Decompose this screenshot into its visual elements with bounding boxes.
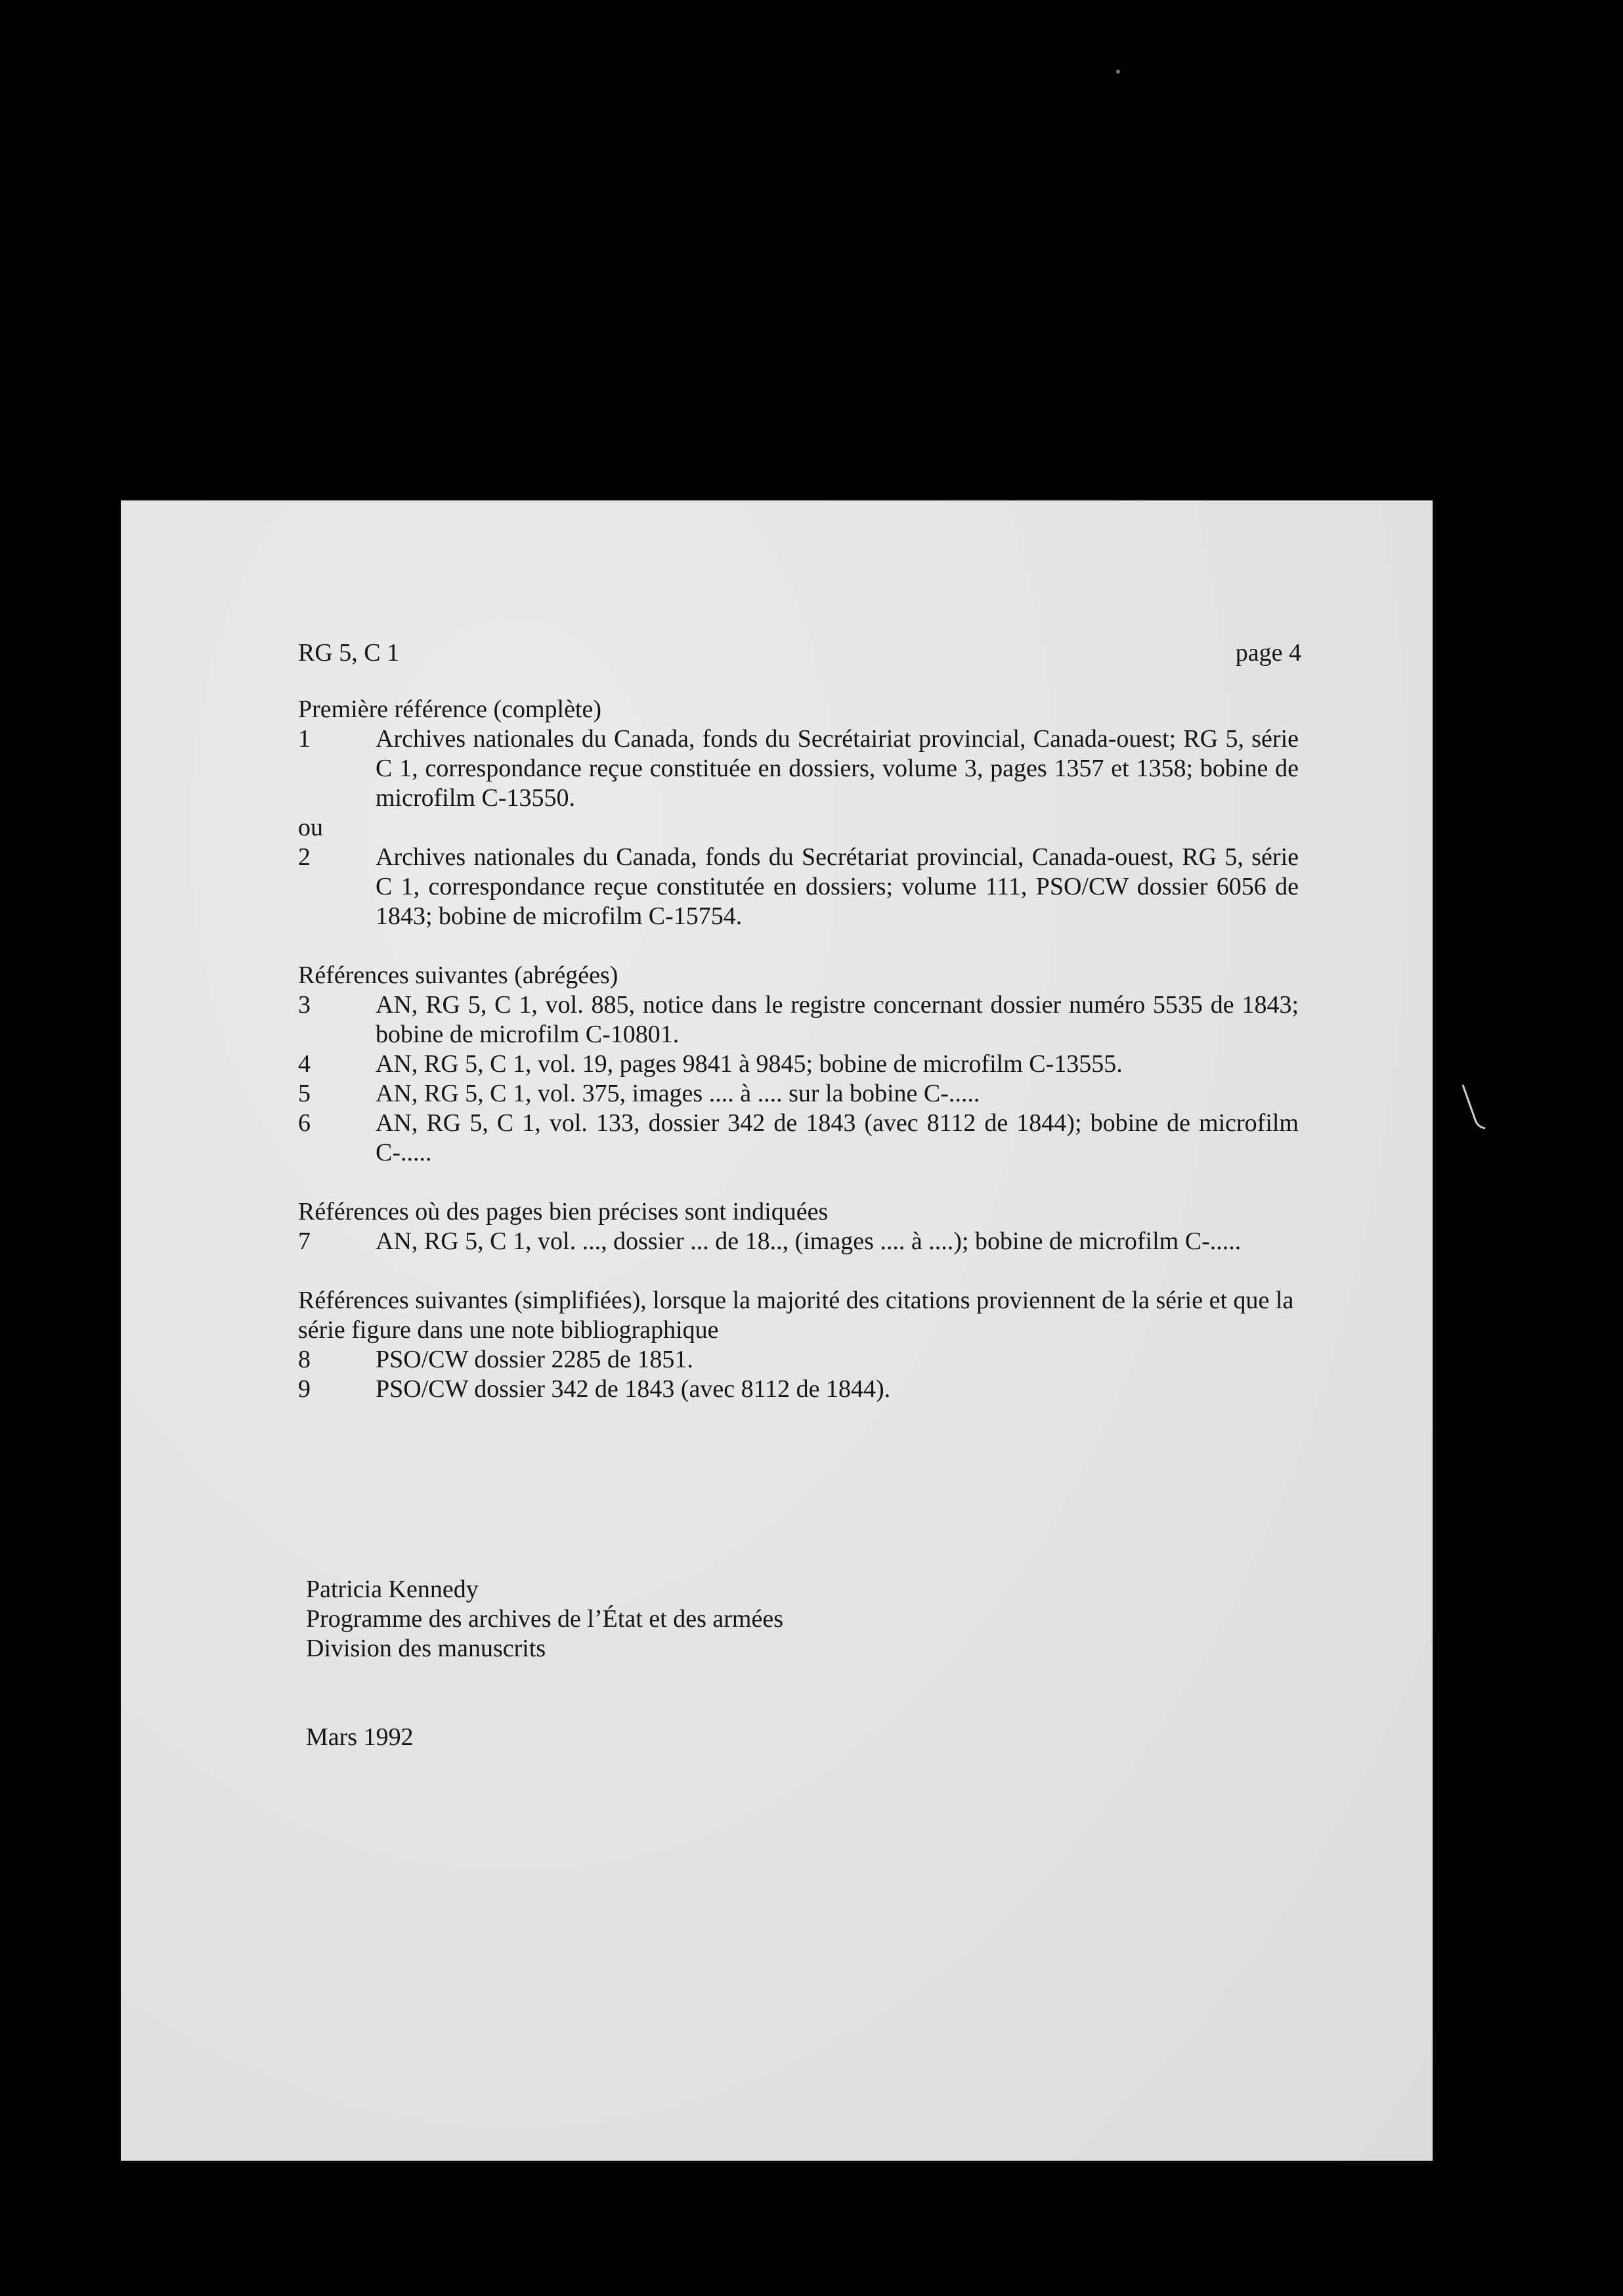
reference-number: 7: [298, 1227, 311, 1255]
reference-number: 8: [298, 1346, 311, 1373]
reference-text: AN, RG 5, C 1, vol. 375, images .... à .... sur la bobine C-.....: [376, 1080, 980, 1107]
reference-number: 4: [298, 1050, 311, 1078]
reference-item: [298, 1109, 1299, 1168]
section-title-abbreviated: Références suivantes (abrégées): [298, 961, 618, 989]
reference-text: AN, RG 5, C 1, vol. ..., dossier ... de 18.., (images .... à ....); bobine de microfilm C-.....: [376, 1227, 1242, 1255]
reference-number: 1: [298, 725, 311, 753]
document-body: [298, 695, 1299, 1404]
section-title-precise-pages: Références où des pages bien précises sont indiquées: [298, 1198, 829, 1225]
author-program: Programme des archives de l’État et des armées: [306, 1605, 783, 1633]
reference-text: PSO/CW dossier 2285 de 1851.: [376, 1346, 693, 1373]
reference-item: [298, 990, 1299, 1049]
reference-number: 6: [298, 1109, 311, 1137]
separator-or: ou: [298, 814, 323, 841]
pen-mark-icon: [1461, 1084, 1488, 1130]
reference-text: AN, RG 5, C 1, vol. 19, pages 9841 à 9845; bobine de microfilm C-13555.: [376, 1050, 1123, 1078]
series-reference: RG 5, C 1: [298, 639, 400, 667]
reference-item: [298, 1345, 1299, 1375]
reference-item: [298, 843, 1299, 931]
document-date: Mars 1992: [306, 1723, 414, 1751]
reference-text: AN, RG 5, C 1, vol. 885, notice dans le registre concernant dossier numéro 5535 de 1843; bobine de microfilm C-10801.: [376, 991, 1299, 1048]
reference-number: 5: [298, 1080, 311, 1107]
document-page: [121, 500, 1433, 2161]
reference-number: 2: [298, 843, 311, 871]
author-division: Division des manuscrits: [306, 1635, 546, 1662]
section-title-simplified: Références suivantes (simplifiées), lorsque la majorité des citations proviennent de la série et que la série figure dans une note bibliographique: [298, 1287, 1294, 1344]
scan-speck-icon: [1116, 70, 1120, 74]
signature-block: [306, 1575, 783, 1752]
page-number: page 4: [1235, 639, 1301, 667]
reference-text: Archives nationales du Canada, fonds du Secrétariat provincial, Canada-ouest, RG 5, série C 1, correspondance reçue constitutée en dossiers; volume 111, PSO/CW dossier 6056 de 1843; bobine de microfilm C-15754.: [376, 843, 1299, 930]
reference-text: PSO/CW dossier 342 de 1843 (avec 8112 de 1844).: [376, 1375, 891, 1403]
section-title-first-reference: Première référence (complète): [298, 695, 602, 723]
reference-text: Archives nationales du Canada, fonds du Secrétairiat provincial, Canada-ouest; RG 5, série C 1, correspondance reçue constituée en dossiers, volume 3, pages 1357 et 1358; bobine de microfilm C-13550.: [376, 725, 1299, 812]
reference-item: [298, 724, 1299, 813]
reference-item: [298, 1375, 1299, 1404]
reference-item: [298, 1049, 1299, 1079]
reference-number: 3: [298, 991, 311, 1019]
reference-item: [298, 1079, 1299, 1109]
author-name: Patricia Kennedy: [306, 1576, 479, 1603]
reference-text: AN, RG 5, C 1, vol. 133, dossier 342 de 1843 (avec 8112 de 1844); bobine de microfilm C-.....: [376, 1109, 1299, 1166]
reference-number: 9: [298, 1375, 311, 1403]
reference-item: [298, 1227, 1299, 1256]
